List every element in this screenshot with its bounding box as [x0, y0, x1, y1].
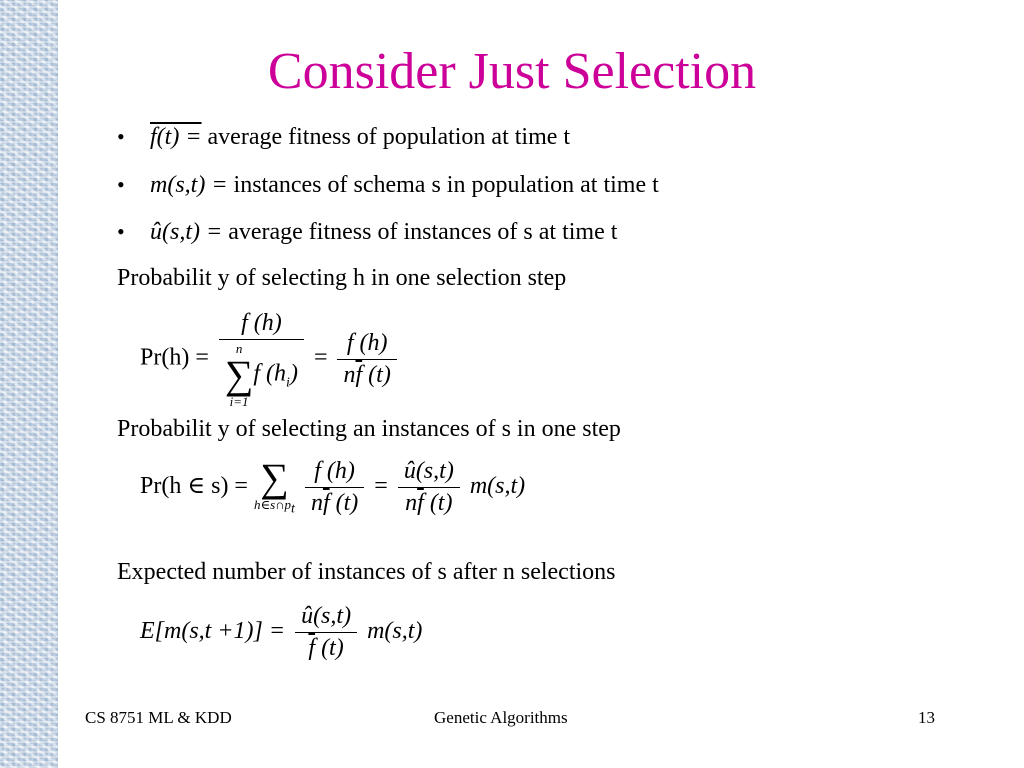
equation-pr-h-in-s [140, 455, 526, 517]
sum-lower: i=1 [229, 394, 249, 409]
bullet-item-u-hat [150, 217, 617, 247]
bullet-lhs: m(s,t) = [150, 172, 228, 198]
slide-title: Consider Just Selection [267, 43, 757, 100]
denominator [305, 488, 364, 517]
footer-page-number: 13 [918, 708, 935, 727]
bullet-text: average fitness of instances of s at time t [228, 219, 618, 245]
den-close: ) [289, 360, 298, 387]
denominator [219, 340, 304, 408]
denominator [295, 633, 357, 662]
den-n: n [310, 490, 323, 516]
footer-course: CS 8751 ML & KDD [85, 708, 232, 727]
fraction [398, 458, 460, 517]
denominator [337, 360, 396, 389]
fraction [295, 603, 357, 662]
den-t: (t) [362, 361, 391, 388]
bullet-text: average fitness of population at time t [207, 124, 571, 150]
bullet-item-m [150, 170, 659, 200]
fraction [305, 458, 364, 517]
summation [225, 342, 254, 408]
sum-lower-text: h∈s∩p [253, 497, 292, 513]
den-text: f (h [253, 360, 287, 387]
den-t: (t) [329, 490, 359, 516]
den-sub: i [286, 375, 290, 391]
eq-equals: = [313, 344, 328, 371]
equation-expected-m [140, 603, 422, 662]
sum-lower [254, 498, 295, 517]
eq-tail: m(s,t) [367, 618, 423, 645]
numerator: û(s,t) [295, 603, 357, 633]
bullet-lhs: f(t) = [150, 124, 202, 150]
numerator: f (h) [305, 458, 364, 488]
bullet-lhs: û(s,t) = [150, 219, 223, 245]
summation [253, 455, 295, 517]
den-f-bar: $\overline{f}$ [417, 490, 424, 516]
equation-pr-h [140, 310, 401, 408]
sigma-icon: ∑ [224, 352, 254, 397]
den-f-bar: $\overline{f}$ [322, 490, 330, 516]
sum-lower-sub: t [291, 501, 295, 517]
bullet-item-f-bar [150, 122, 570, 152]
den-n: n [405, 490, 418, 516]
numerator: f (h) [337, 330, 396, 360]
footer-topic: Genetic Algorithms [434, 708, 568, 727]
bullet-dot: • [117, 219, 125, 244]
paragraph-selection-probability: Probabilit y of selecting h in one selection step [117, 265, 567, 291]
paragraph-expected-number: Expected number of instances of s after n selections [117, 559, 616, 585]
den-n: n [343, 361, 356, 388]
den-f-bar: $\overline{f}$ [308, 635, 316, 661]
decorative-side-strip [0, 0, 58, 768]
sigma-icon: ∑ [260, 455, 289, 501]
eq-lhs: Pr(h ∈ s) = [140, 473, 248, 500]
eq-equals: = [374, 473, 388, 500]
bullet-dot: • [117, 124, 125, 149]
eq-tail: m(s,t) [469, 473, 526, 500]
denominator [398, 488, 460, 517]
den-f-bar: $\overline{f}$ [355, 361, 363, 388]
den-t: (t) [315, 635, 344, 661]
paragraph-instance-probability: Probabilit y of selecting an instances of s in one step [117, 416, 621, 442]
fraction [219, 310, 304, 408]
bullet-dot: • [117, 172, 125, 197]
eq-lhs: Pr(h) = [140, 344, 209, 371]
fraction [337, 330, 396, 389]
eq-lhs: E[m(s,t +1)] = [140, 618, 286, 645]
numerator: û(s,t) [398, 458, 460, 488]
bullet-text: instances of schema s in population at time t [233, 172, 659, 198]
sum-upper: n [235, 341, 243, 356]
numerator: f (h) [219, 310, 304, 340]
den-t: (t) [423, 490, 453, 516]
